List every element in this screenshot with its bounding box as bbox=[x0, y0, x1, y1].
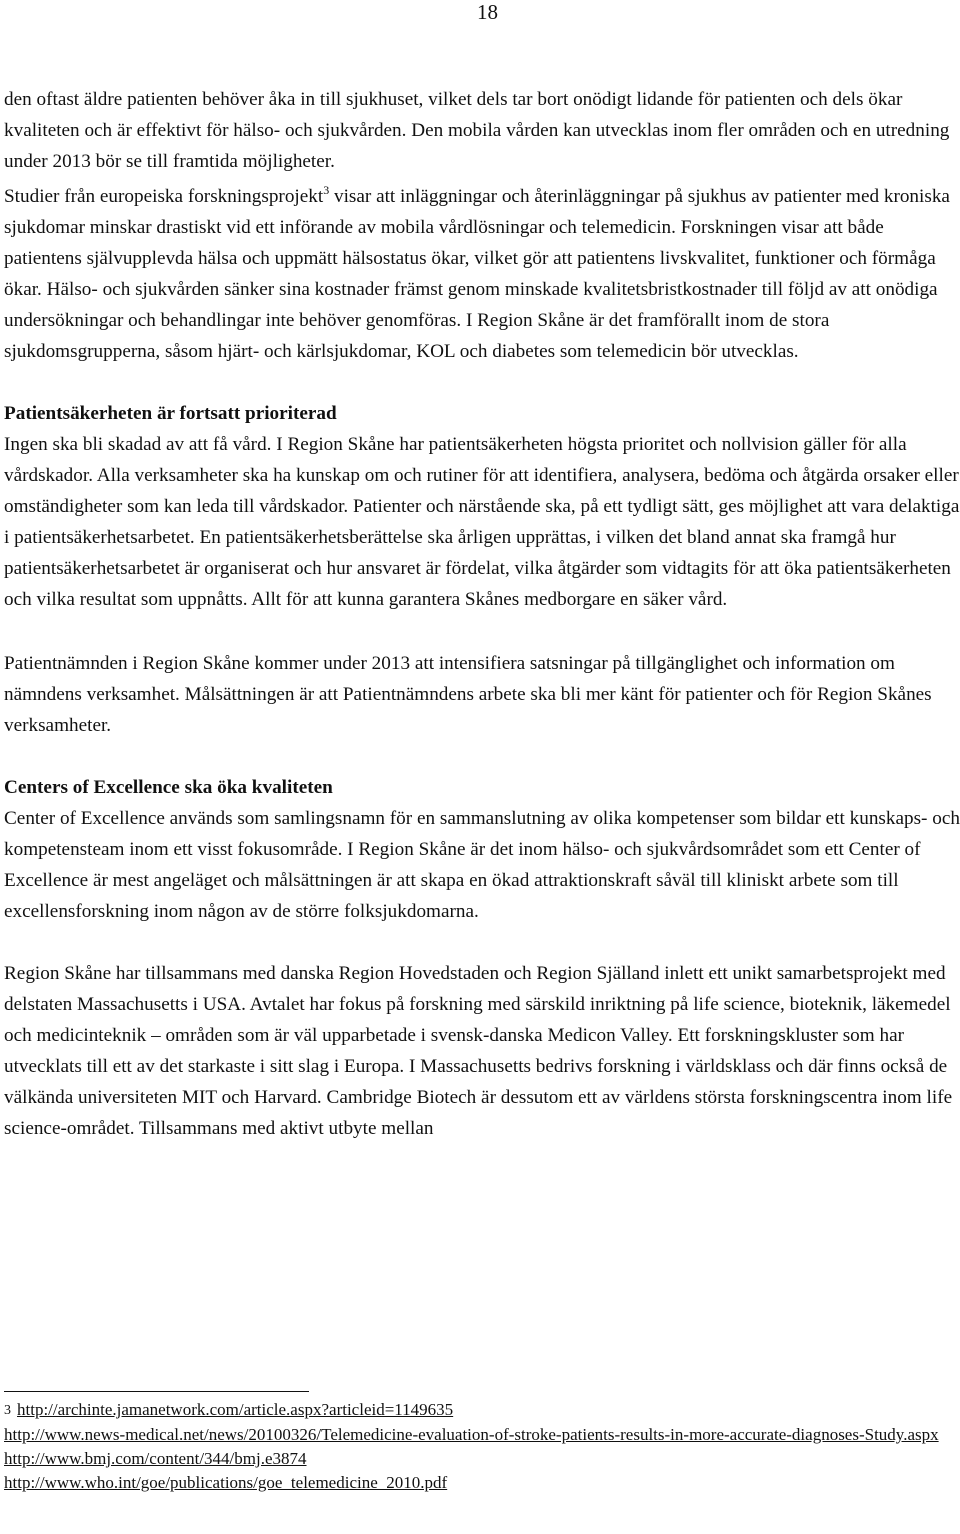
paragraph-collaboration-project: Region Skåne har tillsammans med danska Region Hovedstaden och Region Själland inlett ett unikt samarbetsprojekt med delstaten Massachusetts i USA. Avtalet har fokus på forskning med särskild inriktning på life science, bioteknik, läkemedel och medicinteknik – områden som är väl upparbetade i svensk-danska Medicon Valley. Ett forskningskluster som har utvecklats till ett av det starkaste i sitt slag i Europa. I Massachusetts bedrivs forskning i världsklass och där finns också de välkända universiteten MIT och Harvard. Cambridge Biotech är dessutom ett av världens största forskningscentra inom life science-området. Tillsammans med aktivt utbyte mellan bbox=[4, 963, 953, 1139]
page-number: 18 bbox=[477, 0, 498, 24]
footnote-item bbox=[4, 1471, 960, 1495]
document-body bbox=[4, 84, 960, 1144]
footnote-divider bbox=[4, 1391, 309, 1392]
footnote-link[interactable]: http://archinte.jamanetwork.com/article.aspx?articleid=1149635 bbox=[17, 1400, 454, 1419]
paragraph-patient-safety: Ingen ska bli skadad av att få vård. I Region Skåne har patientsäkerheten högsta prioritet och nollvision gäller för alla vårdskador. Alla verksamheter ska ha kunskap om och rutiner för att identifiera, analysera, bedöma och åtgärda orsaker eller omständigheter som kan leda till vårdskador. Patienter och närstående ska, på ett tydligt sätt, ges möjlighet att vara delaktiga i patientsäkerhetsarbetet. En patientsäkerhetsberättelse ska årligen upprättas, i vilken det bland annat ska framgå hur patientsäkerhetsarbetet är organiserat och hur ansvaret är fördelat, vilka åtgärder som vidtagits för att öka patientsäkerheten och vilka resultat som uppnåtts. Allt för att kunna garantera Skånes medborgare en säker vård. bbox=[4, 434, 960, 610]
footnote-link[interactable]: http://www.news-medical.net/news/20100326/Telemedicine-evaluation-of-stroke-patients-results-in-more-accurate-diagnoses-Study.aspx bbox=[4, 1425, 939, 1444]
footnote-link[interactable]: http://www.who.int/goe/publications/goe_telemedicine_2010.pdf bbox=[4, 1473, 448, 1492]
footnote-item bbox=[4, 1423, 960, 1447]
footnote-reference[interactable]: 3 bbox=[323, 183, 330, 197]
paragraph-text: visar att inläggningar och återinläggningar på sjukhus av patienter med kroniska sjukdomar minskar drastiskt vid ett införande av mobila vårdlösningar och telemedicin. Forskningen visar att både patientens självupplevda hälsa och uppmätt hälsostatus ökar, vilket gör att patientens livskvalitet, funktioner och förmåga ökar. Hälso- och sjukvården sänker sina kostnader främst genom minskade kvalitetsbristkostnader till följd av att onödiga undersökningar och behandlingar inte behöver genomföras. I Region Skåne är det framförallt inom de stora sjukdomsgrupperna, såsom hjärt- och kärlsjukdomar, KOL och diabetes som telemedicin bör utvecklas. bbox=[4, 186, 950, 362]
footnote-item bbox=[4, 1447, 960, 1471]
paragraph-text: Studier från europeiska forskningsprojekt bbox=[4, 186, 324, 207]
footnote-link[interactable]: http://www.bmj.com/content/344/bmj.e3874 bbox=[4, 1449, 307, 1468]
section-heading-centers-of-excellence: Centers of Excellence ska öka kvaliteten bbox=[4, 777, 333, 798]
paragraph-centers-of-excellence: Center of Excellence används som samlingsnamn för en sammanslutning av olika kompetenser som bildar ett kunskaps- och kompetensteam inom ett visst fokusområde. I Region Skåne är det inom hälso- och sjukvårdsområdet som ett Center of Excellence är mest angeläget och målsättningen är att skapa en ökad attraktionskraft såväl till kliniskt arbete som till excellensforskning inom någon av de större folksjukdomarna. bbox=[4, 808, 960, 922]
footnote-item bbox=[4, 1398, 960, 1423]
paragraph-telemedicine-studies bbox=[4, 181, 960, 367]
footnotes bbox=[4, 1391, 960, 1495]
section-heading-patient-safety: Patientsäkerheten är fortsatt prioriterad bbox=[4, 403, 337, 424]
paragraph-mobile-care: den oftast äldre patienten behöver åka in till sjukhuset, vilket dels tar bort onödigt lidande för patienten och dels ökar kvaliteten och är effektivt för hälso- och sjukvården. Den mobila vården kan utvecklas inom fler områden och en utredning under 2013 bör se till framtida möjligheter. bbox=[4, 89, 950, 172]
paragraph-patient-board: Patientnämnden i Region Skåne kommer under 2013 att intensifiera satsningar på tillgänglighet och information om nämndens verksamhet. Målsättningen är att Patientnämndens arbete ska bli mer känt för patienter och för Region Skånes verksamheter. bbox=[4, 653, 932, 736]
footnote-number: 3 bbox=[4, 1403, 11, 1418]
